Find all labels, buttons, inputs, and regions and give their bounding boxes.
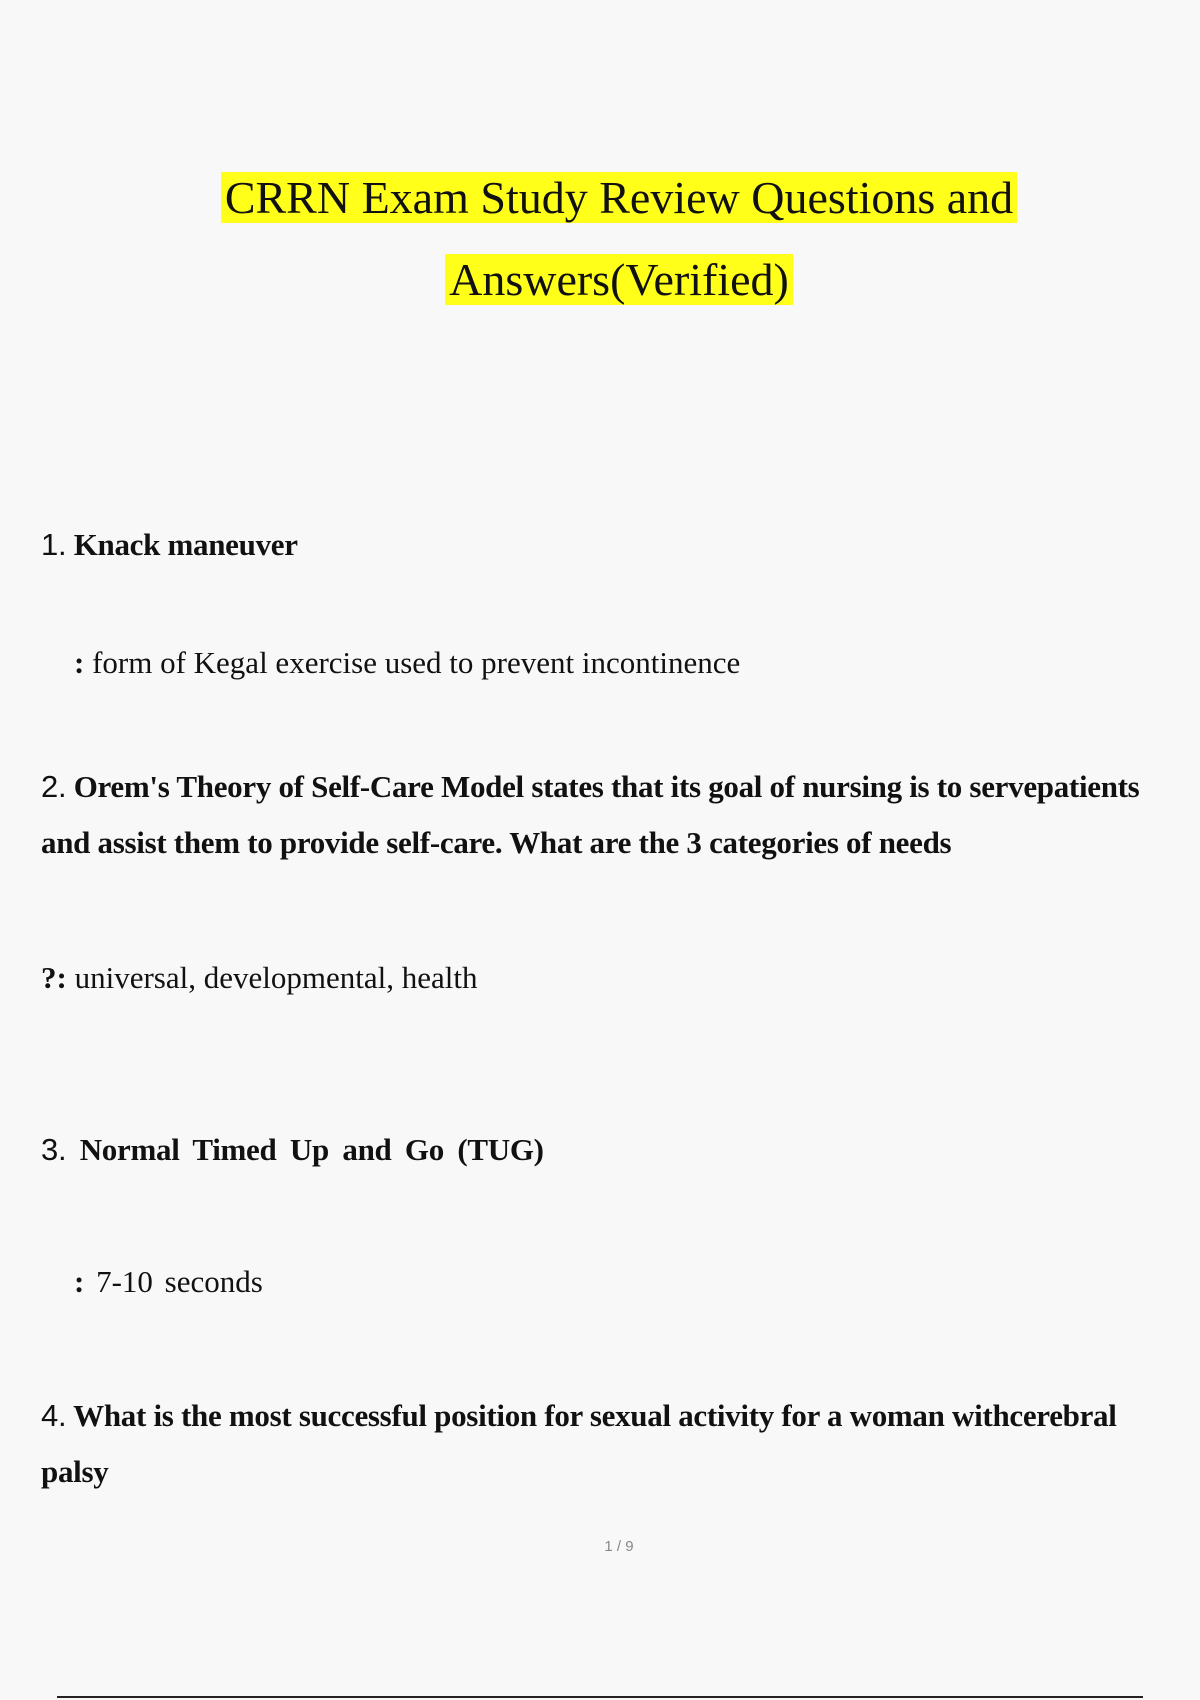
question-number: 4. xyxy=(41,1398,67,1433)
question-3 xyxy=(41,1122,1191,1178)
question-text: Knack maneuver xyxy=(73,527,298,562)
page-indicator: 1 / 9 xyxy=(604,1538,634,1555)
question-text: What is the most successful position for sexual activity for a woman withcerebral palsy xyxy=(41,1398,1117,1489)
question-number: 1. xyxy=(41,527,67,562)
question-number: 3. xyxy=(41,1132,67,1167)
answer-3 xyxy=(74,1262,263,1302)
question-text: Normal Timed Up and Go (TUG) xyxy=(79,1132,544,1167)
page-bottom-divider xyxy=(57,1696,1143,1698)
answer-text: form of Kegal exercise used to prevent incontinence xyxy=(92,645,741,680)
answer-text: universal, developmental, health xyxy=(74,960,478,995)
answer-text: 7-10 seconds xyxy=(96,1264,263,1299)
question-2 xyxy=(41,759,1191,871)
document-title-line-1 xyxy=(0,170,1200,226)
document-title-line-2 xyxy=(0,252,1200,308)
question-1 xyxy=(41,517,1191,573)
answer-prefix: : xyxy=(74,645,85,680)
answer-2 xyxy=(41,958,477,998)
answer-prefix: ?: xyxy=(41,960,67,995)
question-text: Orem's Theory of Self-Care Model states that its goal of nursing is to servepatients and assist them to provide self-care. What are the 3 categories of needs xyxy=(41,769,1140,860)
title-text-1: CRRN Exam Study Review Questions and xyxy=(221,172,1017,223)
title-text-2: Answers(Verified) xyxy=(445,254,793,305)
answer-1 xyxy=(74,643,740,683)
question-number: 2. xyxy=(41,769,67,804)
question-4 xyxy=(41,1388,1191,1500)
answer-prefix: : xyxy=(74,1264,85,1299)
